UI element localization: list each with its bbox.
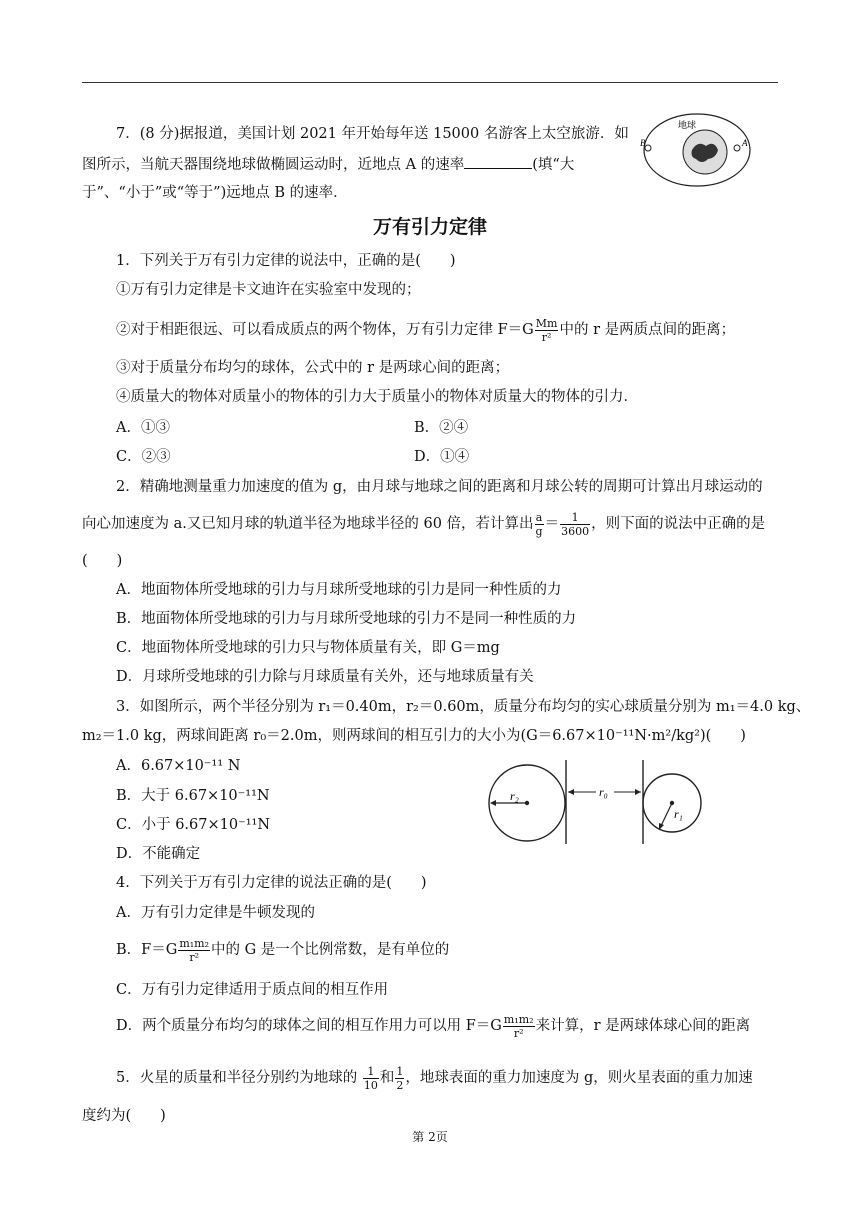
q1-statement-1: ①万有引力定律是卡文迪许在实验室中发现的； — [116, 282, 421, 298]
q7-answer-blank[interactable] — [464, 154, 532, 169]
q4-d-fraction: $\frac{\text{m₁m₂}}{\text{r²}}$ — [503, 1012, 534, 1040]
q4-b-fraction: $\frac{\text{m₁m₂}}{\text{r²}}$ — [179, 936, 209, 964]
q5-mass-fraction: $\frac{1}{10}$ — [363, 1064, 378, 1092]
q1-statement-4: ④质量大的物体对质量小的物体的引力大于质量小的物体对质量大的物体的引力． — [116, 389, 638, 405]
q2-ratio-fraction: $\frac{a}{g}$ — [535, 510, 543, 538]
q2-line2: 向心加速度为 a.又已知月球的轨道半径为地球半径的 60 倍，若计算出 $\frac{a}{g}$ ＝ $\frac{1}{3600}$ ，则下面的说法中正确的是 — [82, 510, 766, 538]
q1-option-a[interactable]: A．①③ — [116, 420, 170, 436]
q7-line1: 7．(8 分)据报道，美国计划 2021 年开始每年送 15000 名游客上太空旅游．如 — [116, 126, 629, 142]
q4-option-c[interactable]: C．万有引力定律适用于质点间的相互作用 — [116, 982, 389, 998]
q1-option-c[interactable]: C．②③ — [116, 449, 171, 465]
q4-option-a[interactable]: A．万有引力定律是牛顿发现的 — [116, 905, 315, 921]
page-number: 第 2页 — [412, 1130, 448, 1144]
q4-option-b[interactable]: B．F＝G $\frac{\text{m₁m₂}}{\text{r²}}$ 中的 G 是一个比例常数，是有单位的 — [116, 936, 450, 964]
q1-formula-fraction: $\frac{Mm}{\text{r²}}$ — [535, 316, 558, 344]
orbit-label-a: A — [742, 138, 748, 148]
q1-statement-3: ③对于质量分布均匀的球体，公式中的 r 是两球心间的距离； — [116, 360, 510, 376]
q2-line1: 2．精确地测量重力加速度的值为 g，由月球与地球之间的距离和月球公转的周期可计算出月球运动的 — [116, 479, 763, 495]
q5-line1: 5．火星的质量和半径分别约为地球的 $\frac{1}{10}$ 和 $\frac{1}{2}$ ，地球表面的重力加速度为 g，则火星表面的重力加速 — [116, 1064, 753, 1092]
q2-option-a[interactable]: A．地面物体所受地球的引力与月球所受地球的引力是同一种性质的力 — [116, 582, 562, 598]
q5-radius-fraction: $\frac{1}{2}$ — [396, 1064, 404, 1092]
q1-option-d[interactable]: D．①④ — [414, 449, 470, 465]
q2-option-d[interactable]: D．月球所受地球的引力除与月球质量有关外，还与地球质量有关 — [116, 669, 534, 685]
q4-option-d[interactable]: D．两个质量分布均匀的球体之间的相互作用力可以用 F＝G $\frac{\text{m₁m₂}}{\text{r²}}$ 来计算，r 是两球体球心间的距离 — [116, 1012, 751, 1040]
q3-option-c[interactable]: C．小于 6.67×10⁻¹¹N — [116, 817, 271, 833]
orbit-figure — [640, 110, 758, 190]
q3-option-a[interactable]: A．6.67×10⁻¹¹ N — [116, 758, 241, 774]
orbit-label-earth: 地球 — [678, 121, 697, 131]
q1-option-b[interactable]: B．②④ — [414, 420, 469, 436]
fig-r2-label: r₂ — [510, 789, 519, 803]
q1-statement-2: ②对于相距很远、可以看成质点的两个物体，万有引力定律 F＝G $\frac{Mm}{\text{r²}}$ 中的 r 是两质点间的距离； — [116, 316, 736, 344]
header-rule — [82, 82, 778, 83]
q2-option-c[interactable]: C．地面物体所受地球的引力只与物体质量有关，即 G＝mg — [116, 640, 500, 656]
q4-stem: 4．下列关于万有引力定律的说法正确的是( ) — [116, 875, 427, 891]
q2-line3: ( ) — [82, 553, 123, 569]
q3-option-b[interactable]: B．大于 6.67×10⁻¹¹N — [116, 788, 270, 804]
orbit-label-b: B — [640, 138, 646, 148]
fig-r1-label: r₁ — [674, 807, 683, 821]
q3-line1: 3．如图所示，两个半径分别为 r₁＝0.40m，r₂＝0.60m，质量分布均匀的实心球质量分别为 m₁＝4.0 kg、 — [116, 699, 811, 715]
two-spheres-figure — [484, 758, 706, 850]
q7-line2: 图所示，当航天器围绕地球做椭圆运动时，近地点 A 的速率 (填“大 — [82, 154, 574, 175]
q1-stem: 1．下列关于万有引力定律的说法中，正确的是( ) — [116, 253, 456, 269]
fig-r0-label: r₀ — [599, 785, 608, 799]
section-title: 万有引力定律 — [372, 216, 487, 238]
q2-option-b[interactable]: B．地面物体所受地球的引力与月球所受地球的引力不是同一种性质的力 — [116, 611, 577, 627]
q3-option-d[interactable]: D．不能确定 — [116, 846, 201, 862]
q3-line2: m₂＝1.0 kg，两球间距离 r₀＝2.0m，则两球间的相互引力的大小为(G＝6.67×10⁻¹¹N·m²/kg²)( ) — [82, 728, 746, 744]
q5-line2: 度约为( ) — [82, 1108, 166, 1124]
q2-value-fraction: $\frac{1}{3600}$ — [561, 510, 590, 538]
q7-line3: 于”、“小于”或“等于”)远地点 B 的速率． — [82, 185, 348, 201]
